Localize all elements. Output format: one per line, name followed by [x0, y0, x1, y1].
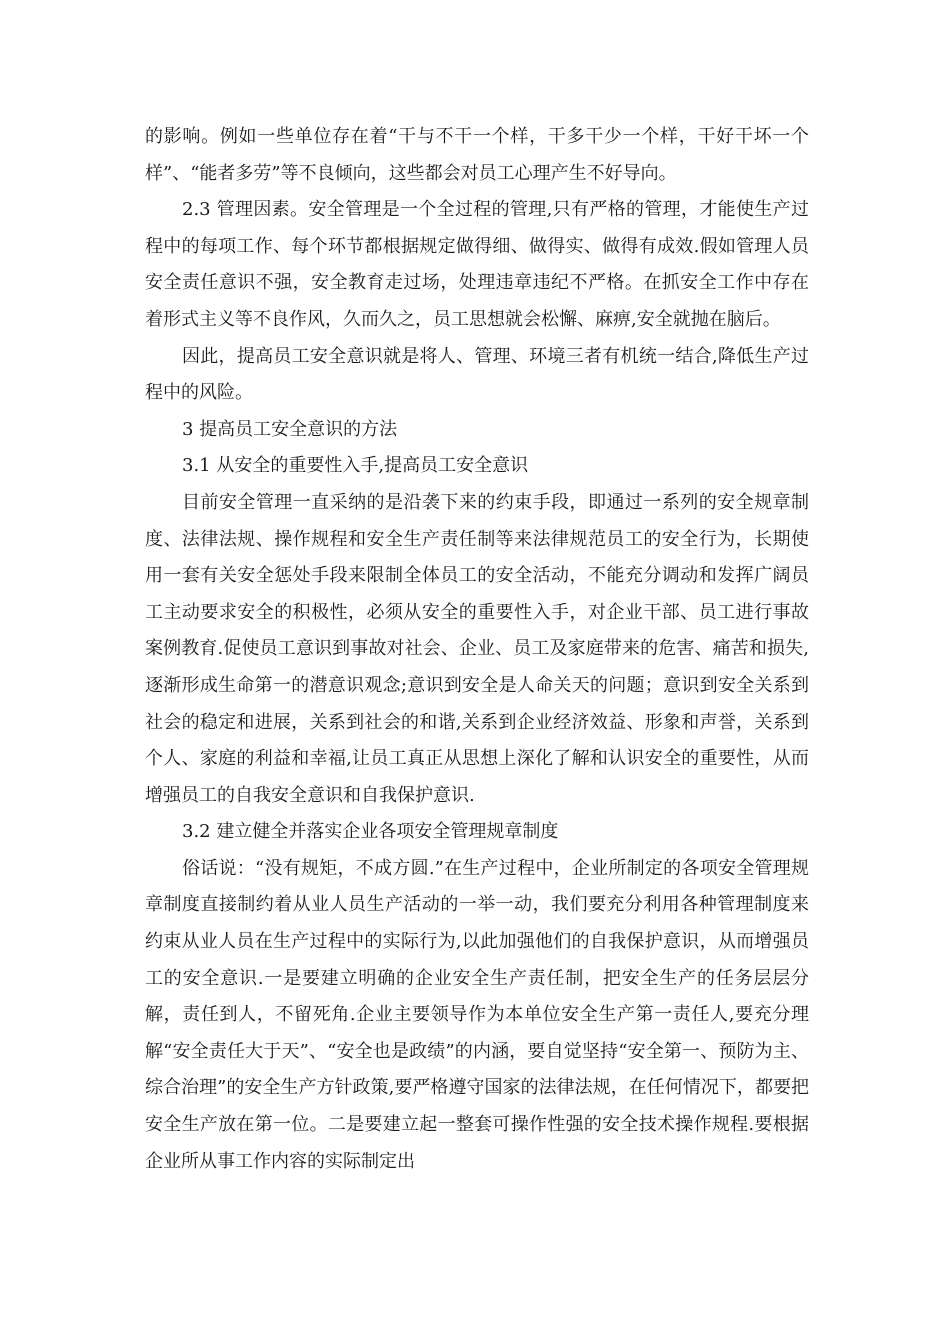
paragraph-management-factors: 2.3 管理因素。安全管理是一个全过程的管理,只有严格的管理，才能使生产过程中的每项工作、每个环节都根据规定做得细、做得实、做得有成效.假如管理人员安全责任意识不强，安全教育走过场，处理违章违纪不严格。在抓安全工作中存在着形式主义等不良作风，久而久之，员工思想就会松懈、麻痹,安全就抛在脑后。 [145, 199, 809, 330]
paragraph-regulations: 俗话说：“没有规矩，不成方圆.”在生产过程中，企业所制定的各项安全管理规章制度直接制约着从业人员生产活动的一举一动，我们要充分利用各种管理制度来约束从业人员在生产过程中的实际行为,以此加强他们的自我保护意识，从而增强员工的安全意识.一是要建立明确的企业安全生产责任制，把安全生产的任务层层分解，责任到人，不留死角.企业主要领导作为本单位安全生产第一责任人,要充分理解“安全责任大于天”、“安全也是政绩”的内涵，要自觉坚持“安全第一、预防为主、综合治理”的安全生产方针政策,要严格遵守国家的法律法规，在任何情况下，都要把安全生产放在第一位。二是要建立起一整套可操作性强的安全技术操作规程.要根据企业所从事工作内容的实际制定出 [145, 857, 809, 1172]
paragraph-conclusion: 因此，提高员工安全意识就是将人、管理、环境三者有机统一结合,降低生产过程中的风险。 [145, 345, 809, 404]
subsection-heading-3-1: 3.1 从安全的重要性入手,提高员工安全意识 [182, 455, 529, 477]
paragraph-continuation: 的影响。例如一些单位存在着“干与不干一个样，干多干少一个样，干好干坏一个样”、“能者多劳”等不良倾向，这些都会对员工心理产生不好导向。 [145, 126, 809, 184]
document-body [145, 119, 809, 1180]
section-heading-3: 3 提高员工安全意识的方法 [182, 418, 398, 440]
subsection-heading-3-2: 3.2 建立健全并落实企业各项安全管理规章制度 [182, 821, 559, 843]
paragraph-importance-of-safety: 目前安全管理一直采纳的是沿袭下来的约束手段，即通过一系列的安全规章制度、法律法规、操作规程和安全生产责任制等来法律规范员工的安全行为，长期使用一套有关安全惩处手段来限制全体员工的安全活动，不能充分调动和发挥广阔员工主动要求安全的积极性，必须从安全的重要性入手，对企业干部、员工进行事故案例教育.促使员工意识到事故对社会、企业、员工及家庭带来的危害、痛苦和损失,逐渐形成生命第一的潜意识观念;意识到安全是人命关天的问题；意识到安全关系到社会的稳定和进展，关系到社会的和谐,关系到企业经济效益、形象和声誉，关系到个人、家庭的利益和幸福,让员工真正从思想上深化了解和认识安全的重要性，从而增强员工的自我安全意识和自我保护意识. [145, 491, 809, 806]
